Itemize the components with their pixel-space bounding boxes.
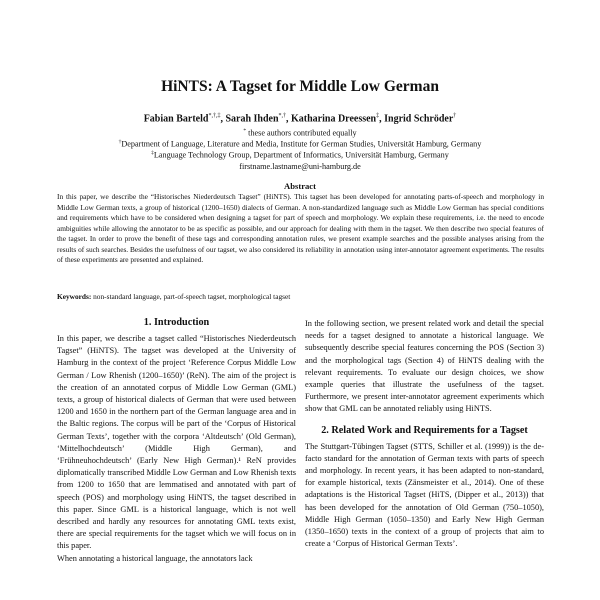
author-name: Ingrid Schröder bbox=[384, 113, 454, 125]
author-name: Fabian Barteld bbox=[143, 113, 209, 125]
paper-title: HiNTS: A Tagset for Middle Low German bbox=[161, 78, 439, 95]
keywords-line bbox=[57, 292, 544, 301]
affiliation-text: Language Technology Group, Department of Informatics, Universität Hamburg, Germany bbox=[153, 150, 449, 160]
section-heading: 2. Related Work and Requirements for a Tagset bbox=[321, 424, 528, 436]
paragraph: In this paper, we describe a tagset called “Historisches Niederdeutsch Tagset” (HiNTS). The tagset was developed at the University of Hamburg in the context of the project ‘Reference Corpus Middle Low German / Low Rhenish (1200–1650)’ (ReN). The aim of the project is the creation of an annotated corpus of Middle Low German (GML) texts, a group of historical dialects of German that were used between 1200 and 1650 in the northern part of the German language area and in the Baltic regions. The corpus will be part of the ‘Corpus of Historical German Texts’, together with the corpora ‘Altdeutsch’ (Old German), ‘Mittelhochdeutsch’ (Middle High German), and ‘Frühneuhochdeutsch’ (Early New High German).¹ ReN provides diplomatically transcribed Middle Low German and Low Rhenish texts from 1200 to 1650 that are lemmatised and annotated with part of speech (POS) and morphology using HiNTS, the tagset described in this paper. Since GML is a historical language, which is not well described and hardly any resources for annotating GML texts exist, there are special requirements for the tagset which we will focus on in this paper. bbox=[57, 334, 296, 551]
abstract-heading: Abstract bbox=[284, 181, 316, 191]
author-marks: † bbox=[453, 113, 457, 119]
affiliation-line bbox=[0, 150, 600, 160]
author-name: Sarah Ihden bbox=[225, 113, 279, 125]
paragraph: In the following section, we present related work and detail the special needs for a tagset designed to annotate a historical language. We subsequently describe special features concerning the POS (Section 3) and the morphological tags (Section 4) of HiNTS dealing with the relevant requirements. To evaluate our design choices, we show example queries that illustrate the usefulness of the tagset. Furthermore, we present inter-annotator agreement experiments which show that GML can be annotated reliably using HiNTS. bbox=[305, 319, 544, 414]
left-column bbox=[57, 316, 296, 565]
affiliation-text: Department of Language, Literature and Media, Institute for German Studies, Universität Hamburg, Germany bbox=[121, 139, 482, 149]
author-name: Katharina Dreessen bbox=[291, 113, 377, 125]
paragraph: The Stuttgart-Tübingen Tagset (STTS, Schiller et al. (1999)) is the de-facto standard for the annotation of German texts with parts of speech and morphology. In recent years, it has been adapted to non-standard, for example historical, texts (Zänsmeister et al., 2014). One of these adaptations is the Historical Tagset (HiTS, (Dipper et al., 2013)) that has been developed for the annotation of Old German (750–1050), Middle High German (1050–1350) and Early New High German (1350–1650) texts in the context of a group of projects that aim to create a ‘Corpus of Historical German Texts’. bbox=[305, 441, 544, 549]
paragraph: When annotating a historical language, the annotators lack bbox=[57, 553, 253, 563]
affiliation-mark: ‡ bbox=[151, 150, 154, 156]
keywords-text: non-standard language, part-of-speech tagset, morphological tagset bbox=[93, 292, 291, 301]
section-heading: 1. Introduction bbox=[143, 317, 210, 328]
contact-email bbox=[0, 162, 600, 171]
author-marks: ‡ bbox=[376, 113, 380, 119]
abstract-body: In this paper, we describe the “Historisches Niederdeutsch Tagset” (HiNTS). This tagset has been developed for annotating parts-of-speech and morphology in Middle Low German texts, a group of historical (1200–1650) dialects of German. A non-standardized language such as Middle Low German has special conditions and requirements which have to be considered when designing a tagset for part of speech and morphology. We explain these requirements, i.e. the need to encode ambiguities while allowing the annotator to be as specific as possible, and our approach for dealing with them in the tagset. We then describe two special features of the tagset. In order to prove the benefit of these tags and corresponding annotation rules, we present example searches and the possible analyses arising from the results of such searches. Besides the usefulness of our tagset, we also considered its reliability in annotation using inter-annotator agreement experiments. The results of these experiments are presented and explained. bbox=[57, 192, 544, 264]
affiliation-mark: * bbox=[243, 128, 247, 134]
email-text: firstname.lastname@uni-hamburg.de bbox=[239, 162, 361, 171]
affiliation-line bbox=[0, 128, 600, 138]
affiliation-text: these authors contributed equally bbox=[248, 128, 357, 138]
author-marks: *,† bbox=[278, 113, 287, 119]
author-line: Fabian Barteld*,†,‡, Sarah Ihden*,†, Katharina Dreessen‡, Ingrid Schröder† bbox=[143, 113, 457, 125]
right-column bbox=[305, 318, 544, 550]
affiliation-mark: † bbox=[118, 139, 122, 145]
keywords-label: Keywords: bbox=[57, 292, 92, 301]
affiliation-line bbox=[0, 139, 600, 149]
author-marks: *,†,‡ bbox=[208, 113, 221, 119]
